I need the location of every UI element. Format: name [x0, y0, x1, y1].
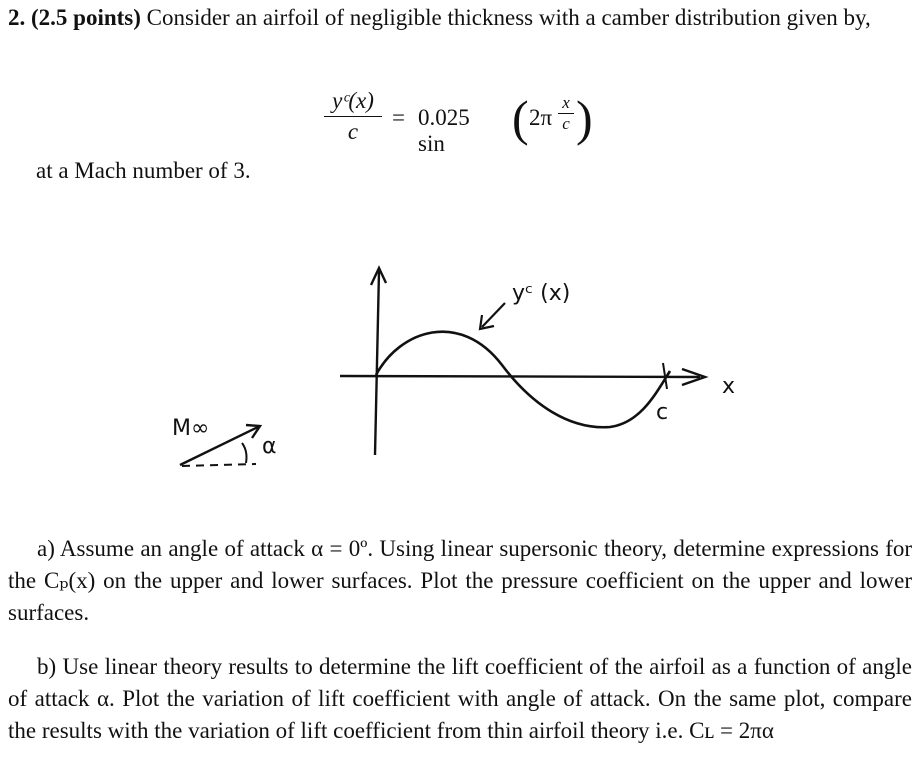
lhs-numerator: yᶜ(x): [332, 88, 374, 113]
freestream-label: M∞: [172, 416, 210, 441]
problem-points: (2.5 points): [31, 5, 141, 30]
curve-label: yᶜ (x): [512, 281, 571, 306]
lhs-denominator: c: [347, 119, 359, 144]
inner-fraction: [558, 94, 574, 133]
angle-label: α: [262, 434, 277, 459]
x-axis-line: [340, 376, 700, 377]
part-b-label: b): [37, 654, 57, 679]
left-paren: (: [512, 90, 529, 146]
part-b: [8, 651, 912, 747]
curve-pointer-arrow: [482, 303, 505, 327]
problem-number: 2.: [8, 5, 26, 30]
chord-label: c: [656, 400, 669, 425]
equals-sign: =: [392, 105, 405, 130]
angle-arc: [242, 443, 247, 463]
reference-dashed-line: [182, 464, 256, 466]
part-a-text: Assume an angle of attack α = 0º. Using linear supersonic theory, determine expressions for the Cₚ(x) on the upper and lower surfaces. Plot the pressure coefficient on the upper and lower surfaces.: [8, 536, 913, 625]
problem-intro: [8, 2, 912, 34]
problem-intro-text: Consider an airfoil of negligible thickness with a camber distribution given by,: [146, 5, 871, 30]
airfoil-sketch: [160, 255, 760, 485]
x-axis-label: x: [722, 374, 736, 399]
right-paren: ): [576, 90, 593, 146]
camber-curve: [376, 332, 670, 428]
part-a-label: a): [37, 536, 55, 561]
part-a: [8, 533, 912, 629]
inner-numerator: x: [562, 93, 570, 112]
coefficient-sin: 0.025 sin: [418, 105, 470, 156]
inner-denominator: c: [562, 114, 570, 133]
mach-line: at a Mach number of 3.: [36, 158, 251, 183]
lhs-fraction: [324, 88, 382, 145]
part-b-text: Use linear theory results to determine the lift coefficient of the airfoil as a function of angle of attack α. Plot the variation of lift coefficient with angle of attack. On the same plot, compare the results with the variation of lift coefficient from thin airfoil theory i.e. Cʟ = 2πα: [8, 654, 912, 743]
lhs-fraction-bar: [324, 116, 382, 117]
y-axis-line: [375, 271, 379, 455]
two-pi: 2π: [529, 105, 553, 130]
